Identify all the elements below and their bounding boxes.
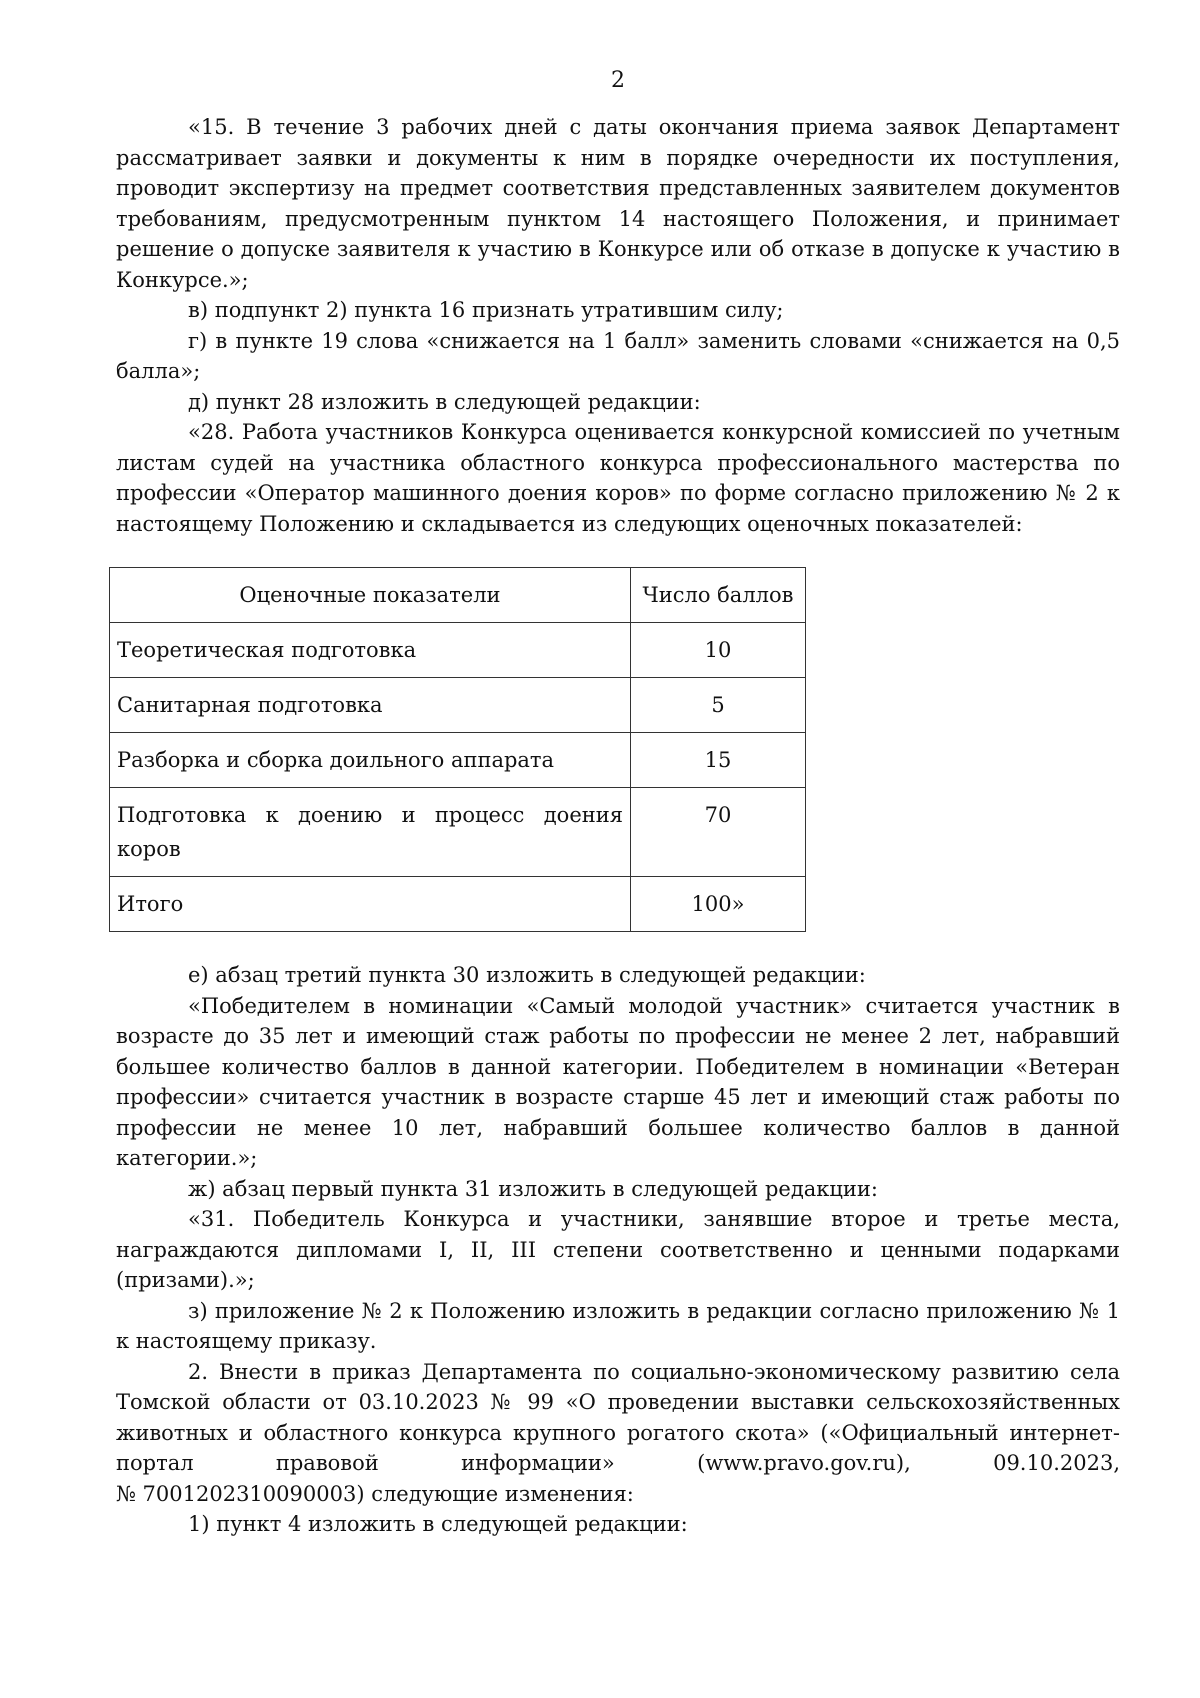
paragraph-subitem-zh: ж) абзац первый пункта 31 изложить в следующей редакции: bbox=[188, 1176, 878, 1201]
table-cell-score: 15 bbox=[631, 733, 806, 788]
paragraph-subitem-g: г) в пункте 19 слова «снижается на 1 балл» заменить словами «снижается на 0,5 балла»; bbox=[116, 328, 1120, 383]
table-cell-name: Подготовка к доению и процесс доения коров bbox=[110, 788, 631, 877]
table-row bbox=[110, 623, 806, 678]
table-cell-score: 10 bbox=[631, 623, 806, 678]
paragraph-subitem-1: 1) пункт 4 изложить в следующей редакции: bbox=[188, 1512, 688, 1536]
table-row bbox=[110, 733, 806, 788]
paragraph-item-15: «15. В течение 3 рабочих дней с даты окончания приема заявок Департамент рассматривает заявки и документы к ним в порядке очередности их поступления, проводит экспертизу на предмет соответствия представленных заявителем документов требованиям, предусмотренным пунктом 14 настоящего Положения, и принимает решение о допуске заявителя к участию в Конкурсе или об отказе в допуске к участию в Конкурсе.»; bbox=[116, 115, 1120, 292]
table-cell-name: Теоретическая подготовка bbox=[110, 623, 631, 678]
paragraph-item-31: «31. Победитель Конкурса и участники, занявшие второе и третье места, награждаются дипломами I, II, III степени соответственно и ценными подарками (призами).»; bbox=[116, 1207, 1120, 1292]
paragraph-section-2: 2. Внести в приказ Департамента по социально-экономическому развитию села Томской области от 03.10.2023 № 99 «О проведении выставки сельскохозяйственных животных и областного конкурса крупного рогатого скота» («Официальный интернет-портал правовой информации» (www.pravo.gov.ru), 09.10.2023, bbox=[116, 1359, 1120, 1475]
document-page bbox=[116, 66, 1120, 1540]
paragraph-winners: «Победителем в номинации «Самый молодой участник» считается участник в возрасте до 35 лет и имеющий стаж работы по профессии не менее 2 лет, набравший большее количество баллов в данной категории. Победителем в номинации «Ветеран профессии» считается участник в возрасте старше 45 лет и имеющий стаж работы по профессии не менее 10 лет, набравший большее количество баллов в данной категории.»; bbox=[116, 993, 1120, 1170]
page-number: 2 bbox=[611, 68, 625, 93]
paragraph-section-2-continued: № 7001202310090003) следующие изменения: bbox=[116, 1481, 634, 1506]
table-cell-name: Разборка и сборка доильного аппарата bbox=[110, 733, 631, 788]
table-header-points: Число баллов bbox=[631, 568, 806, 623]
table-cell-name: Санитарная подготовка bbox=[110, 678, 631, 733]
table-header-row bbox=[110, 568, 806, 623]
scores-table bbox=[109, 567, 806, 932]
table-cell-score: 5 bbox=[631, 678, 806, 733]
table-row-total bbox=[110, 877, 806, 932]
table-cell-name: Итого bbox=[110, 877, 631, 932]
table-row bbox=[110, 678, 806, 733]
paragraph-subitem-d: д) пункт 28 изложить в следующей редакции: bbox=[188, 389, 701, 414]
table-cell-score: 100» bbox=[631, 877, 806, 932]
paragraph-subitem-v: в) подпункт 2) пункта 16 признать утратившим силу; bbox=[188, 298, 784, 322]
table-header-indicators: Оценочные показатели bbox=[110, 568, 631, 623]
paragraph-subitem-z: з) приложение № 2 к Положению изложить в редакции согласно приложению № 1 к настоящему приказу. bbox=[116, 1298, 1120, 1353]
table-row bbox=[110, 788, 806, 877]
paragraph-subitem-e: е) абзац третий пункта 30 изложить в следующей редакции: bbox=[188, 963, 866, 987]
table-cell-score: 70 bbox=[631, 788, 806, 877]
paragraph-item-28: «28. Работа участников Конкурса оценивается конкурсной комиссией по учетным листам судей на участника областного конкурса профессионального мастерства по профессии «Оператор машинного доения коров» по форме согласно приложению № 2 к настоящему Положению и складывается из следующих оценочных показателей: bbox=[116, 420, 1120, 536]
